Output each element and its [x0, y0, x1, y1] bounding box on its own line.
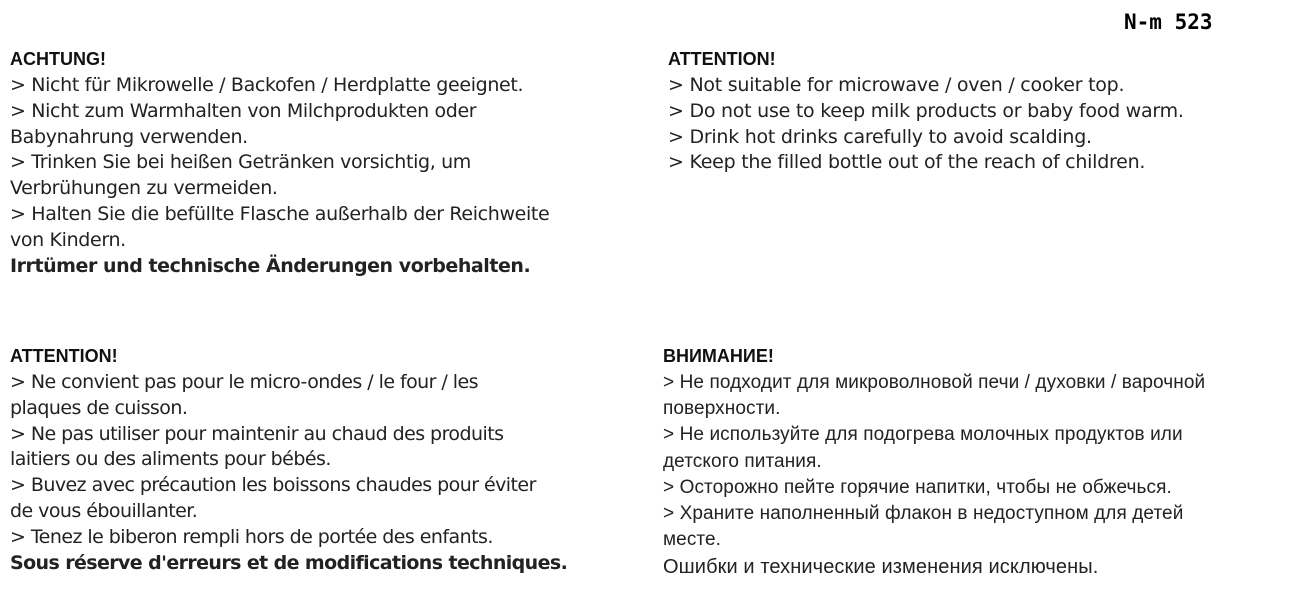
- warning-line: > Tenez le biberon rempli hors de portée des enfants.: [10, 525, 493, 548]
- warning-heading: ВНИМАНИЕ!: [663, 346, 774, 366]
- warning-block-french: [10, 343, 640, 576]
- warning-heading: ATTENTION!: [668, 49, 776, 69]
- warning-line: plaques de cuisson.: [10, 396, 188, 419]
- warning-heading: ACHTUNG!: [10, 49, 106, 69]
- warning-line: > Do not use to keep milk products or baby food warm.: [668, 99, 1184, 122]
- warning-line: laitiers ou des aliments pour bébés.: [10, 448, 331, 471]
- warning-line: > Drink hot drinks carefully to avoid scalding.: [668, 125, 1092, 148]
- warning-line: детского питания.: [663, 450, 822, 472]
- warning-block-english: [668, 46, 1288, 176]
- warning-heading: ATTENTION!: [10, 346, 118, 366]
- warning-line: > Не используйте для подогрева молочных продуктов или: [663, 424, 1183, 446]
- warning-line: > Храните наполненный флакон в недоступном для детей: [663, 503, 1184, 525]
- warning-line: > Trinken Sie bei heißen Getränken vorsichtig, um: [10, 151, 471, 174]
- warning-line: Babynahrung verwenden.: [10, 125, 248, 148]
- warning-line: > Nicht für Mikrowelle / Backofen / Herdplatte geeignet.: [10, 74, 524, 96]
- warning-line: > Nicht zum Warmhalten von Milchprodukten oder: [10, 99, 477, 122]
- warning-line: месте.: [663, 529, 722, 551]
- warning-line: > Не подходит для микроволновой печи / духовки / варочной: [663, 372, 1206, 393]
- warning-block-russian: [663, 343, 1293, 581]
- disclaimer-text: Irrtümer und technische Änderungen vorbehalten.: [10, 254, 531, 277]
- warning-line: > Halten Sie die befüllte Flasche außerhalb der Reichweite: [10, 202, 550, 225]
- warning-block-german: [10, 46, 640, 279]
- warning-line: > Buvez avec précaution les boissons chaudes pour éviter: [10, 474, 536, 497]
- disclaimer-text: Sous réserve d'erreurs et de modifications techniques.: [10, 551, 568, 574]
- warning-line: > Ne convient pas pour le micro-ondes / le four / les: [10, 371, 478, 393]
- warning-line: > Keep the filled bottle out of the reach of children.: [668, 151, 1146, 174]
- warning-line: de vous ébouillanter.: [10, 499, 198, 522]
- warning-line: > Ne pas utiliser pour maintenir au chaud des produits: [10, 422, 504, 445]
- document-code: N-m 523: [1124, 10, 1213, 34]
- warning-line: von Kindern.: [10, 228, 126, 251]
- disclaimer-text: Ошибки и технические изменения исключены.: [663, 556, 1099, 579]
- warning-line: Verbrühungen zu vermeiden.: [10, 177, 278, 200]
- warning-line: > Осторожно пейте горячие напитки, чтобы не обжечься.: [663, 476, 1172, 498]
- warning-line: поверхности.: [663, 398, 781, 420]
- warning-line: > Not suitable for microwave / oven / cooker top.: [668, 74, 1125, 96]
